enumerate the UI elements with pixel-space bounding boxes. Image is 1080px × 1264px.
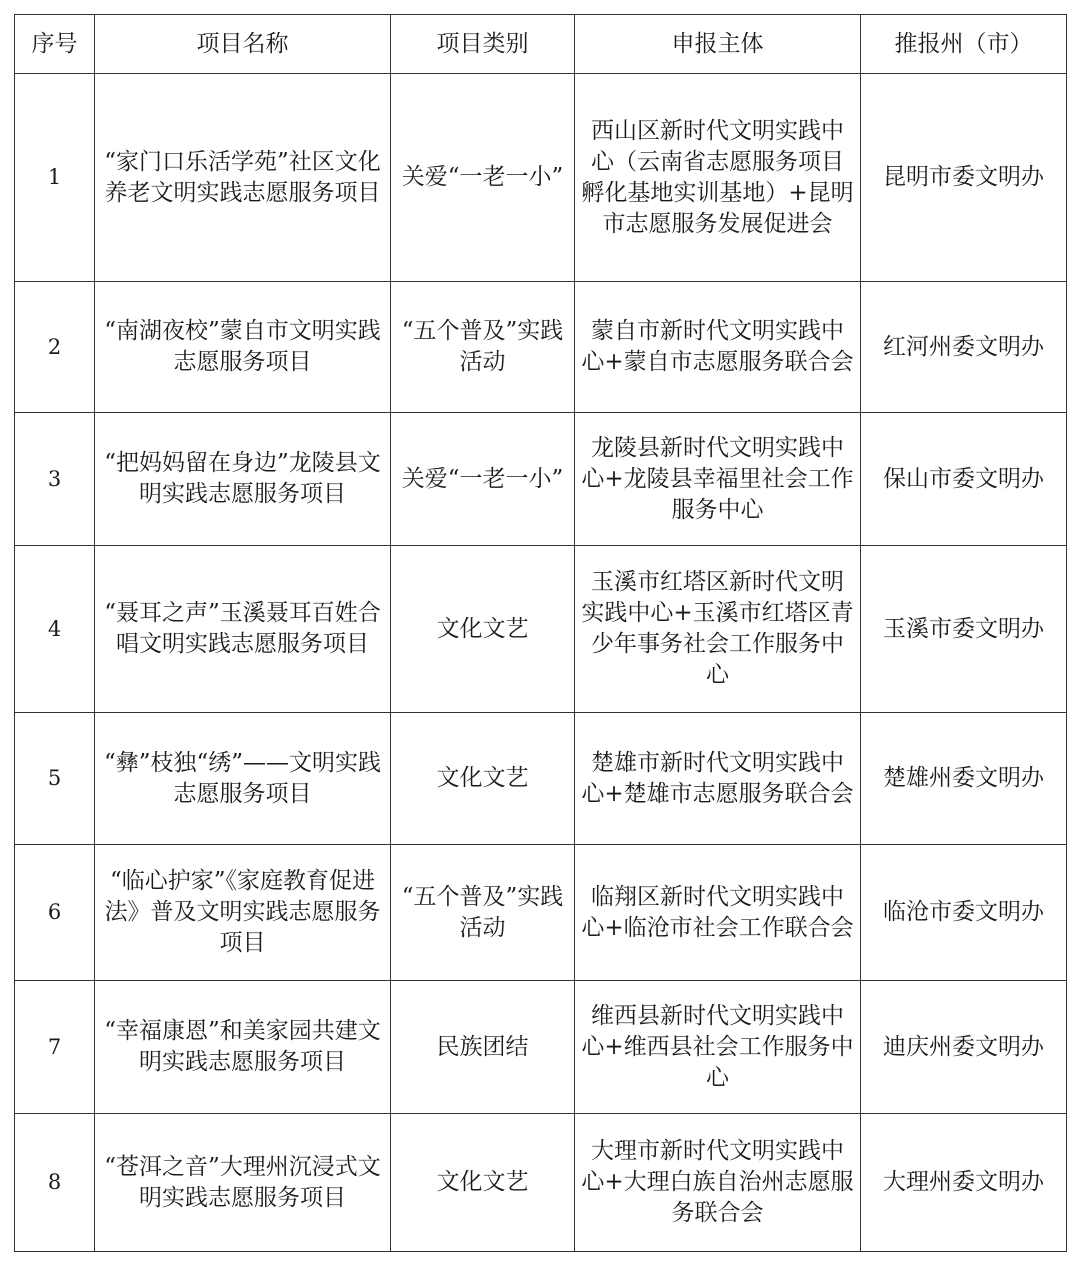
header-applicant: 申报主体 (575, 15, 861, 74)
row-name: “彝”枝独“绣”——文明实践志愿服务项目 (95, 713, 391, 845)
row-name: “家门口乐活学苑”社区文化养老文明实践志愿服务项目 (95, 74, 391, 282)
project-table (14, 14, 1067, 1252)
row-recommender: 昆明市委文明办 (861, 74, 1067, 282)
row-no: 1 (15, 74, 95, 282)
table-row (15, 713, 1067, 845)
row-applicant: 大理市新时代文明实践中心+大理白族自治州志愿服务联合会 (575, 1114, 861, 1252)
row-category: 关爱“一老一小” (391, 74, 575, 282)
row-category: “五个普及”实践活动 (391, 845, 575, 981)
table-row (15, 413, 1067, 546)
row-category: 文化文艺 (391, 713, 575, 845)
row-no: 3 (15, 413, 95, 546)
row-recommender: 红河州委文明办 (861, 282, 1067, 413)
row-no: 6 (15, 845, 95, 981)
row-no: 2 (15, 282, 95, 413)
row-recommender: 迪庆州委文明办 (861, 981, 1067, 1114)
row-applicant: 龙陵县新时代文明实践中心+龙陵县幸福里社会工作服务中心 (575, 413, 861, 546)
row-category: 民族团结 (391, 981, 575, 1114)
row-applicant: 临翔区新时代文明实践中心+临沧市社会工作联合会 (575, 845, 861, 981)
table-row (15, 282, 1067, 413)
header-name: 项目名称 (95, 15, 391, 74)
table-row (15, 981, 1067, 1114)
row-name: “临心护家”《家庭教育促进法》普及文明实践志愿服务项目 (95, 845, 391, 981)
row-category: 文化文艺 (391, 546, 575, 713)
header-no: 序号 (15, 15, 95, 74)
row-applicant: 楚雄市新时代文明实践中心+楚雄市志愿服务联合会 (575, 713, 861, 845)
row-recommender: 保山市委文明办 (861, 413, 1067, 546)
row-name: “南湖夜校”蒙自市文明实践志愿服务项目 (95, 282, 391, 413)
row-name: “聂耳之声”玉溪聂耳百姓合唱文明实践志愿服务项目 (95, 546, 391, 713)
row-recommender: 玉溪市委文明办 (861, 546, 1067, 713)
row-name: “苍洱之音”大理州沉浸式文明实践志愿服务项目 (95, 1114, 391, 1252)
table-row (15, 845, 1067, 981)
row-no: 5 (15, 713, 95, 845)
row-no: 7 (15, 981, 95, 1114)
row-name: “把妈妈留在身边”龙陵县文明实践志愿服务项目 (95, 413, 391, 546)
row-applicant: 玉溪市红塔区新时代文明实践中心+玉溪市红塔区青少年事务社会工作服务中心 (575, 546, 861, 713)
header-row (15, 15, 1067, 74)
row-recommender: 楚雄州委文明办 (861, 713, 1067, 845)
row-recommender: 临沧市委文明办 (861, 845, 1067, 981)
table-row (15, 546, 1067, 713)
row-no: 4 (15, 546, 95, 713)
row-applicant: 蒙自市新时代文明实践中心+蒙自市志愿服务联合会 (575, 282, 861, 413)
header-recommender: 推报州（市） (861, 15, 1067, 74)
row-recommender: 大理州委文明办 (861, 1114, 1067, 1252)
table-row (15, 1114, 1067, 1252)
row-category: 文化文艺 (391, 1114, 575, 1252)
row-category: 关爱“一老一小” (391, 413, 575, 546)
row-applicant: 维西县新时代文明实践中心+维西县社会工作服务中心 (575, 981, 861, 1114)
row-applicant: 西山区新时代文明实践中心（云南省志愿服务项目孵化基地实训基地）+昆明市志愿服务发展促进会 (575, 74, 861, 282)
row-no: 8 (15, 1114, 95, 1252)
row-category: “五个普及”实践活动 (391, 282, 575, 413)
table-row (15, 74, 1067, 282)
header-category: 项目类别 (391, 15, 575, 74)
row-name: “幸福康恩”和美家园共建文明实践志愿服务项目 (95, 981, 391, 1114)
